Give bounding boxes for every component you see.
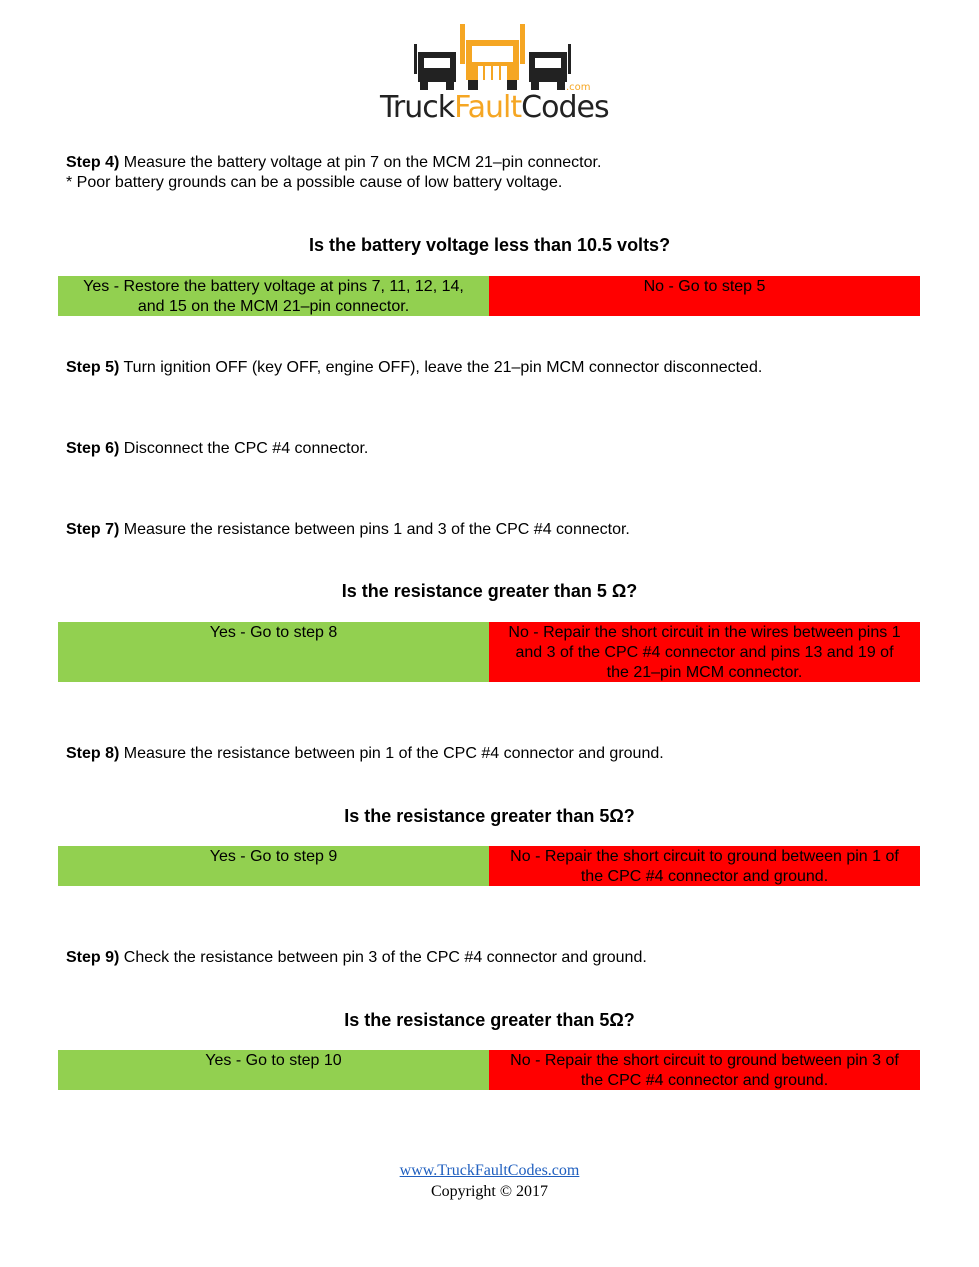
step-9-text: Check the resistance between pin 3 of the CPC #4 connector and ground. [119, 949, 647, 966]
step-8-text: Measure the resistance between pin 1 of the CPC #4 connector and ground. [119, 745, 664, 762]
logo-part-fault: Fault [454, 90, 522, 125]
answer-row-2 [58, 622, 920, 682]
answer-no-4: No - Repair the short circuit to ground between pin 3 of the CPC #4 connector and ground. [489, 1050, 920, 1090]
step-6-label: Step 6) [66, 440, 120, 457]
question-2: Is the resistance greater than 5 Ω? [341, 581, 638, 601]
question-3: Is the resistance greater than 5Ω? [344, 806, 635, 826]
step-8-label: Step 8) [66, 745, 120, 762]
answer-yes-1: Yes - Restore the battery voltage at pins 7, 11, 12, 14, and 15 on the MCM 21–pin connector. [58, 276, 489, 316]
step-5-text: Turn ignition OFF (key OFF, engine OFF), leave the 21–pin MCM connector disconnected. [119, 359, 763, 376]
step-6-text: Disconnect the CPC #4 connector. [119, 440, 369, 457]
step-4-note: * Poor battery grounds can be a possible cause of low battery voltage. [66, 174, 563, 191]
question-1: Is the battery voltage less than 10.5 volts? [308, 235, 671, 255]
step-6 [66, 439, 368, 459]
step-7 [66, 520, 630, 540]
step-5-label: Step 5) [66, 359, 120, 376]
brand-logo [380, 20, 609, 130]
logo-com: .com [566, 82, 591, 93]
answer-yes-3: Yes - Go to step 9 [58, 846, 489, 886]
step-5 [66, 358, 762, 378]
footer [0, 1160, 979, 1202]
logo-part-codes: Codes [521, 90, 609, 125]
footer-copyright: Copyright © 2017 [430, 1183, 549, 1200]
step-4-text: Measure the battery voltage at pin 7 on the MCM 21–pin connector. [119, 154, 602, 171]
step-4-label: Step 4) [66, 154, 120, 171]
question-4: Is the resistance greater than 5Ω? [344, 1010, 635, 1030]
footer-link[interactable]: www.TruckFaultCodes.com [399, 1162, 580, 1179]
answer-no-2: No - Repair the short circuit in the wires between pins 1 and 3 of the CPC #4 connector and pins 13 and 19 of the 21–pin MCM connector. [489, 622, 920, 682]
answer-no-1: No - Go to step 5 [489, 276, 920, 316]
answer-row-3 [58, 846, 920, 886]
answer-no-3: No - Repair the short circuit to ground between pin 1 of the CPC #4 connector and ground. [489, 846, 920, 886]
step-7-text: Measure the resistance between pins 1 and 3 of the CPC #4 connector. [119, 521, 630, 538]
answer-yes-2: Yes - Go to step 8 [58, 622, 489, 682]
step-9 [66, 948, 647, 968]
step-9-label: Step 9) [66, 949, 120, 966]
logo-wordmark [380, 90, 609, 126]
step-8 [66, 744, 664, 764]
answer-row-1 [58, 276, 920, 316]
step-4 [66, 153, 601, 193]
logo-part-truck: Truck [380, 90, 455, 125]
answer-yes-4: Yes - Go to step 10 [58, 1050, 489, 1090]
answer-row-4 [58, 1050, 920, 1090]
step-7-label: Step 7) [66, 521, 120, 538]
